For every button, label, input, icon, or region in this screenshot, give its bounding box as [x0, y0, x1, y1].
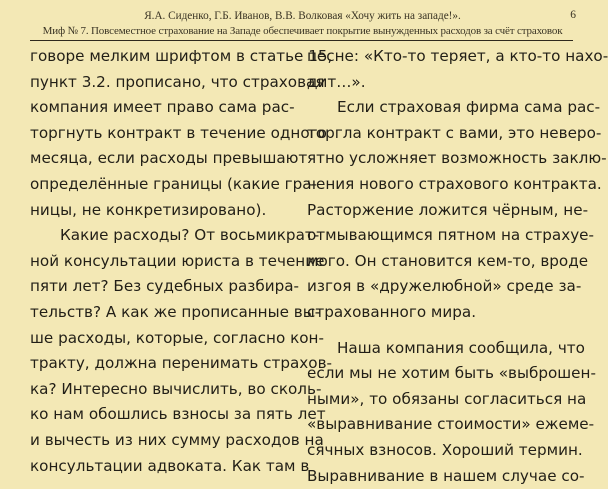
text-line: Расторжение ложится чёрным, не-	[307, 198, 573, 224]
left-text-column	[30, 44, 294, 479]
text-line: Какие расходы? От восьмикрат-	[30, 223, 294, 249]
right-text-column	[307, 44, 573, 489]
text-line: консультации адвоката. Как там в	[30, 454, 294, 480]
text-line: сячных взносов. Хороший термин.	[307, 438, 573, 464]
text-line: отмывающимся пятном на страхуе-	[307, 223, 573, 249]
text-line: ше расходы, которые, согласно кон-	[30, 326, 294, 352]
text-line: Наша компания сообщила, что	[307, 336, 573, 362]
text-line: тельств? А как же прописанные вы-	[30, 300, 294, 326]
text-line: месяца, если расходы превышают	[30, 146, 294, 172]
text-line: мого. Он становится кем-то, вроде	[307, 249, 573, 275]
header-subtitle-line: Миф № 7. Повсеместное страхование на Западе обеспечивает покрытие вынужденных расходов за счёт страховок	[30, 24, 575, 39]
page-number: 6	[570, 9, 576, 21]
text-line: торгла контракт с вами, это неверо-	[307, 121, 573, 147]
text-line: ницы, не конкретизировано).	[30, 198, 294, 224]
text-line: компания имеет право сама рас-	[30, 95, 294, 121]
text-line: если мы не хотим быть «выброшен-	[307, 361, 573, 387]
text-line: ной консультации юриста в течение	[30, 249, 294, 275]
text-line: пяти лет? Без судебных разбира-	[30, 274, 294, 300]
text-line: говоре мелким шрифтом в статье 15,	[30, 44, 294, 70]
header-authors-line: Я.А. Сиденко, Г.Б. Иванов, В.В. Волковая «Хочу жить на западе!».	[30, 9, 575, 24]
running-header	[30, 9, 575, 39]
text-line: Если страховая фирма сама рас-	[307, 95, 573, 121]
text-line: ными», то обязаны согласиться на	[307, 387, 573, 413]
text-line: страхованного мира.	[307, 300, 573, 326]
text-line: тракту, должна перенимать страхов-	[30, 351, 294, 377]
text-line: «выравнивание стоимости» ежеме-	[307, 412, 573, 438]
text-line: дит…».	[307, 70, 573, 96]
text-line: пункт 3.2. прописано, что страховая	[30, 70, 294, 96]
text-line: ка? Интересно вычислить, во сколь-	[30, 377, 294, 403]
text-line: торгнуть контракт в течение одного	[30, 121, 294, 147]
text-line: Выравнивание в нашем случае со-	[307, 464, 573, 489]
header-divider	[30, 40, 573, 41]
text-line: песне: «Кто-то теряет, а кто-то нахо-	[307, 44, 573, 70]
text-line: и вычесть из них сумму расходов на	[30, 428, 294, 454]
text-line: чения нового страхового контракта.	[307, 172, 573, 198]
text-line: изгоя в «дружелюбной» среде за-	[307, 274, 573, 300]
text-line: ко нам обошлись взносы за пять лет	[30, 402, 294, 428]
text-line: ятно усложняет возможность заклю-	[307, 146, 573, 172]
text-line: определённые границы (какие гра-	[30, 172, 294, 198]
